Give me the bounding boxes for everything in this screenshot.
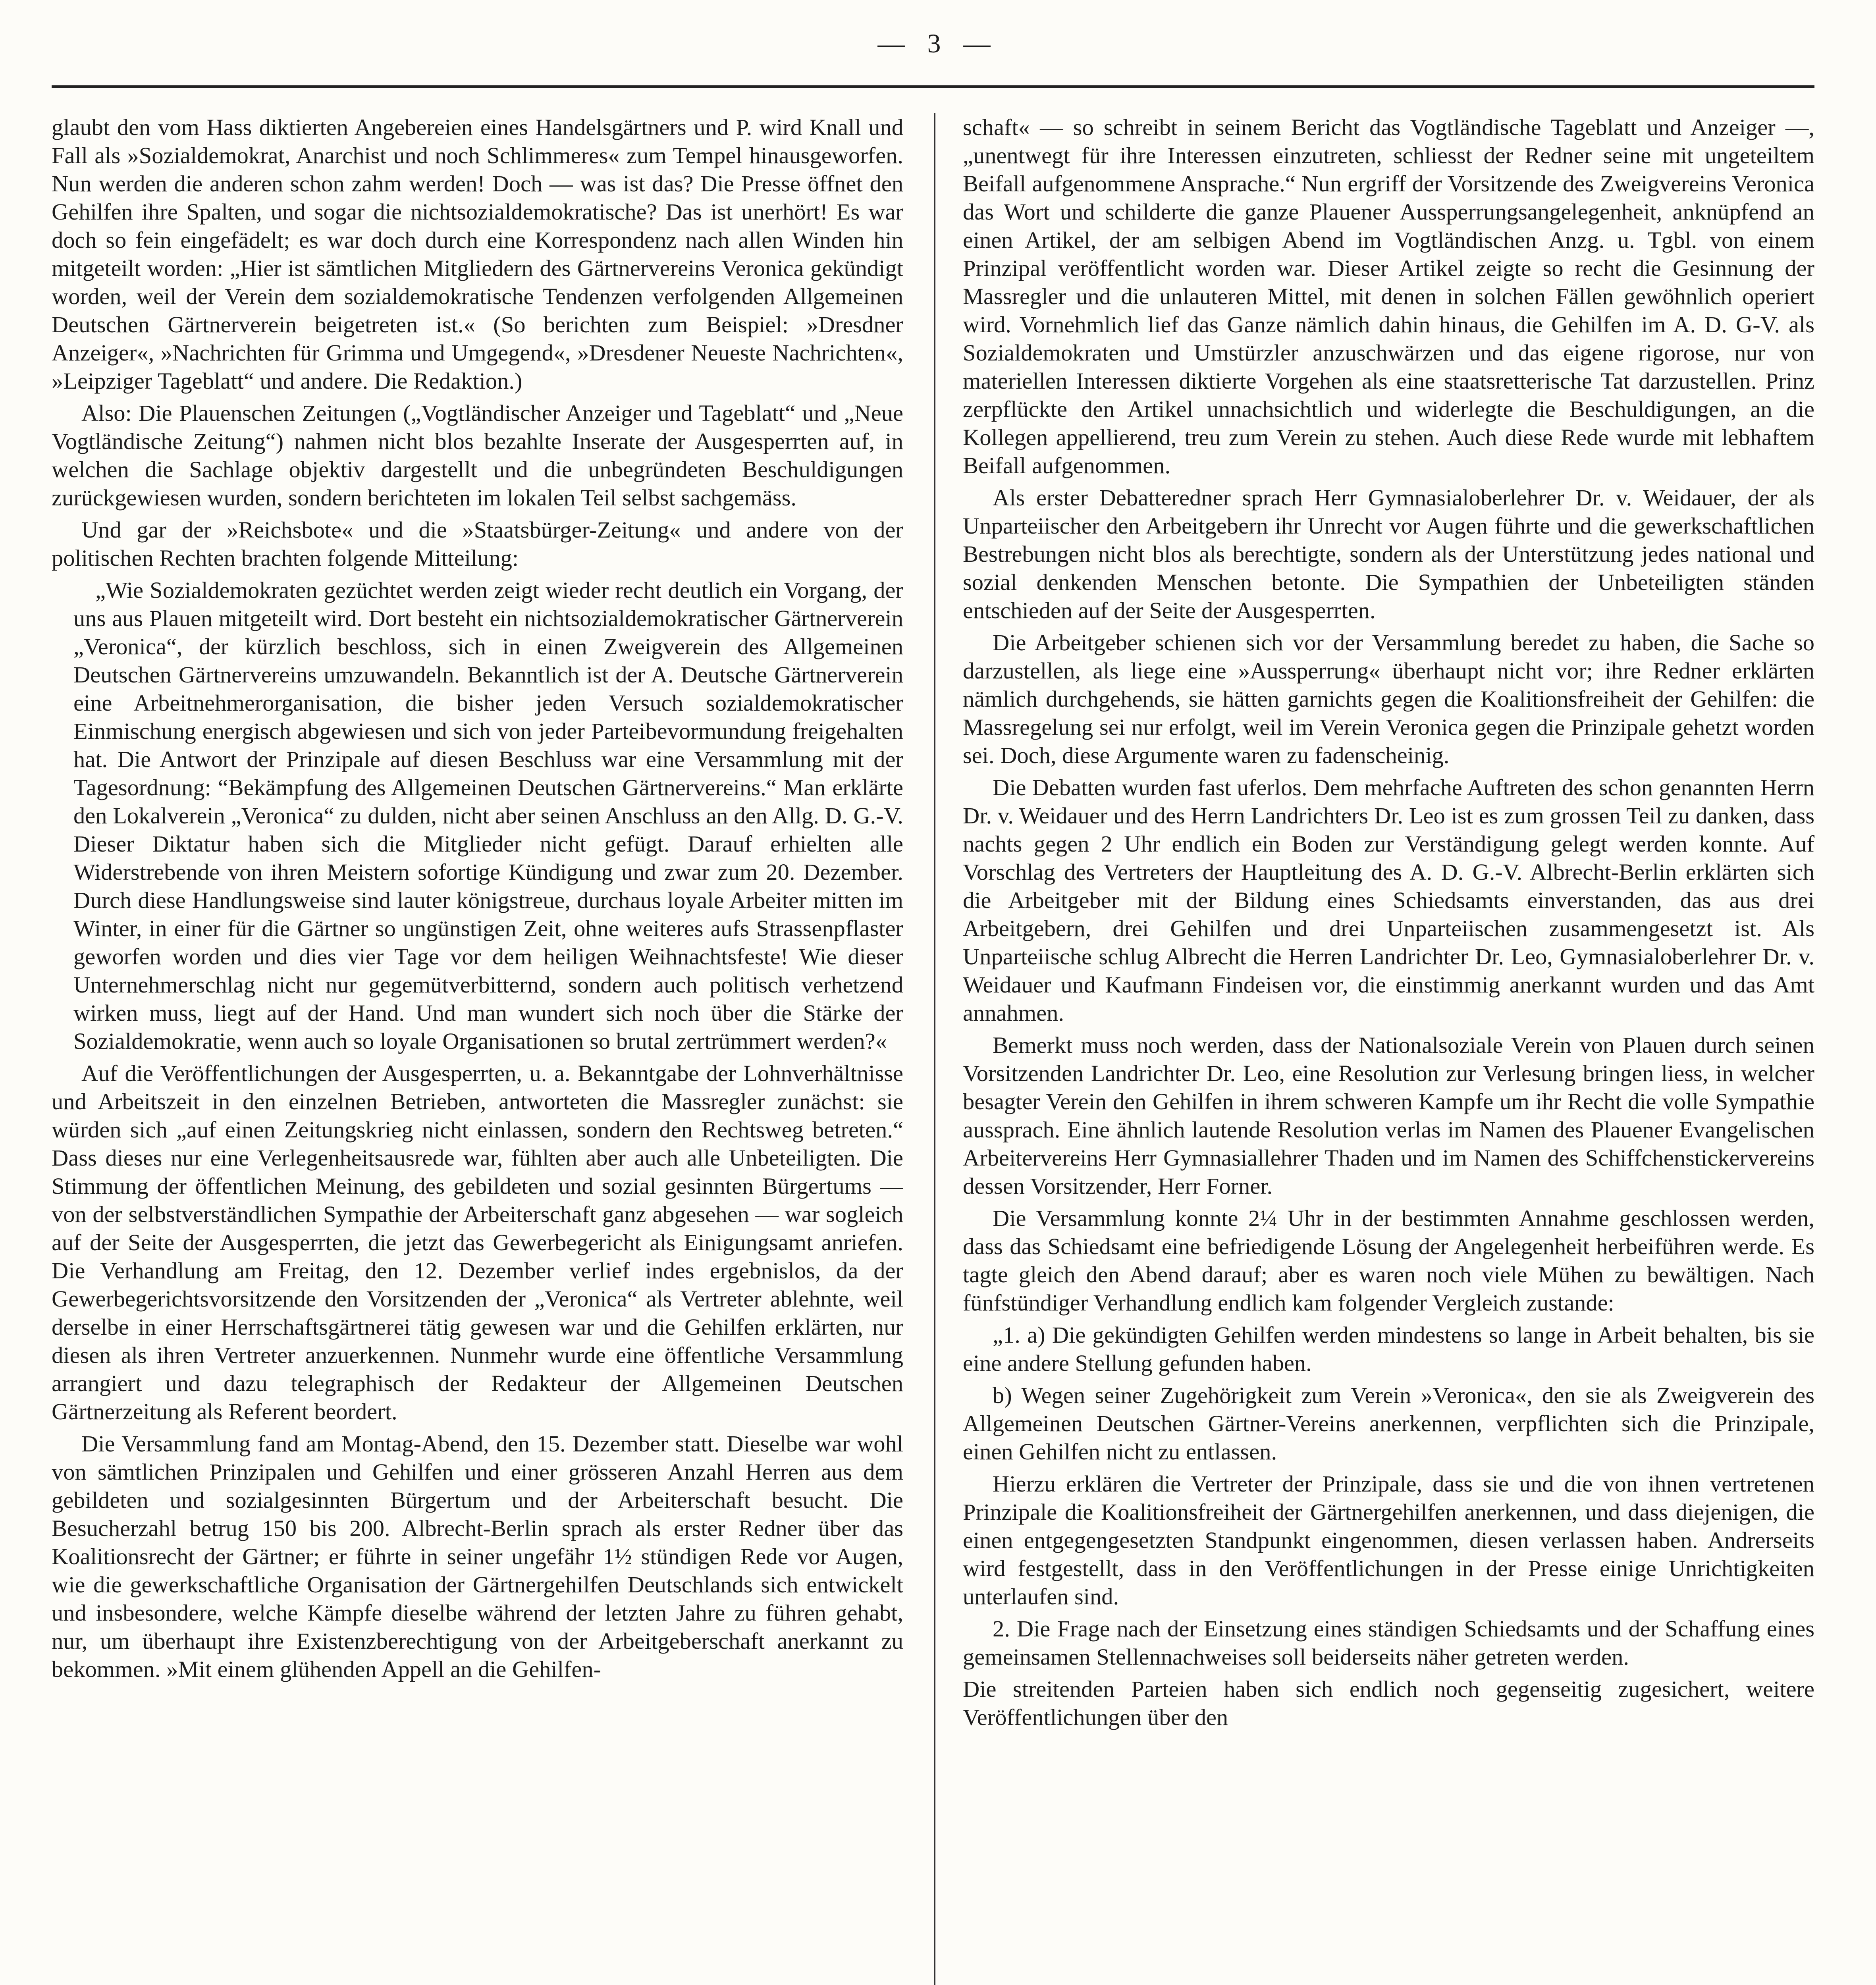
paragraph: Und gar der »Reichsbote« und die »Staatsbürger-Zeitung« und andere von der politischen Rechten brachten folgende Mitteilung:	[52, 517, 903, 571]
agreement-clause: „1. a) Die gekündigten Gehilfen werden mindestens so lange in Arbeit behalten, bis sie eine andere Stellung gefunden haben.	[963, 1322, 1814, 1376]
agreement-clause: 2. Die Frage nach der Einsetzung eines ständigen Schiedsamts und der Schaffung eines gemeinsamen Stellennachweises soll beiderseits näher getreten werden.	[963, 1616, 1814, 1670]
paragraph: Also: Die Plauenschen Zeitungen („Vogtländischer Anzeiger und Tageblatt“ und „Neue Vogtländische Zeitung“) nahmen nicht blos bezahlte Inserate der Ausgesperrten auf, in welchen die Sachlage objektiv dargestellt und die unbegründeten Beschuldigungen zurückgewiesen wurden, sondern berichteten im lokalen Teil selbst sachgemäss.	[52, 400, 903, 511]
paragraph: Die Debatten wurden fast uferlos. Dem mehrfache Auftreten des schon genannten Herrn Dr. v. Weidauer und des Herrn Landrichters Dr. Leo ist es zum grossen Teil zu danken, dass nachts gegen 2 Uhr endlich ein Boden zur Verständigung gelegt werden konnte. Auf Vorschlag des Vertreters der Hauptleitung des A. D. G.-V. Albrecht-Berlin erklärten sich die Arbeitgeber mit der Bildung eines Schiedsamts einverstanden, das aus drei Arbeitgebern, drei Gehilfen und drei Unparteiischen zusammengesetzt ist. Als Unparteiische schlug Albrecht die Herren Landrichter Dr. Leo, Gymnasialoberlehrer Dr. v. Weidauer und Kaufmann Findeisen vor, die einstimmig anerkannt wurden und das Amt annahmen.	[963, 775, 1814, 1026]
paragraph: Bemerkt muss noch werden, dass der Nationalsoziale Verein von Plauen durch seinen Vorsitzenden Landrichter Dr. Leo, eine Resolution zur Verlesung bringen liess, in welcher besagter Verein den Gehilfen in ihrem schweren Kampfe um ihr Recht die volle Sympathie aussprach. Eine ähnlich lautende Resolution verlas im Namen des Plauener Evangelischen Arbeitervereins Herr Gymnasiallehrer Thaden und im Namen des Schiffchenstickervereins dessen Vorsitzender, Herr Forner.	[963, 1032, 1814, 1199]
paragraph: Hierzu erklären die Vertreter der Prinzipale, dass sie und die von ihnen vertretenen Prinzipale die Koalitionsfreiheit der Gärtnergehilfen anerkennen, und dass diejenigen, die einen entgegengesetzten Standpunkt eingenommen, diesen verlassen haben. Andrerseits wird festgestellt, dass in den Veröffentlichungen in der Presse einige Unrichtigkeiten unterlaufen sind.	[963, 1471, 1814, 1609]
paragraph: Die streitenden Parteien haben sich endlich noch gegenseitig zugesichert, weitere Veröffentlichungen über den	[963, 1676, 1814, 1730]
column-divider	[934, 113, 935, 1985]
paragraph: Auf die Veröffentlichungen der Ausgesperrten, u. a. Bekanntgabe der Lohnverhältnisse und Arbeitszeit in den einzelnen Betrieben, antworteten die Massregler zunächst: sie würden sich „auf einen Zeitungskrieg nicht einlassen, sondern den Rechtsweg betreten.“ Dass dieses nur eine Verlegenheitsausrede war, fühlten aber auch alle Unbeteiligten. Die Stimmung der öffentlichen Meinung, des gebildeten und sozial gesinnten Bürgertums — von der selbstverständlichen Sympathie der Arbeiterschaft ganz abgesehen — war sogleich auf der Seite der Ausgesperrten, die jetzt das Gewerbegericht als Einigungsamt anriefen. Die Verhandlung am Freitag, den 12. Dezember verlief indes ergebnislos, da der Gewerbegerichtsvorsitzende den Vorsitzenden der „Veronica“ als Vertreter ablehnte, weil derselbe in einer Herrschaftsgärtnerei tätig gewesen war und die Gehilfen erklärten, nur diesen als ihren Vertreter anzuerkennen. Nunmehr wurde eine öffentliche Versammlung arrangiert und dazu telegraphisch der Redakteur der Allgemeinen Deutschen Gärtnerzeitung als Referent beordert.	[52, 1060, 903, 1424]
quoted-paragraph: „Wie Sozialdemokraten gezüchtet werden zeigt wieder recht deutlich ein Vorgang, der uns aus Plauen mitgeteilt wird. Dort besteht ein nichtsozialdemokratischer Gärtnerverein „Veronica“, der kürzlich beschloss, sich in einen Zweigverein des Allgemeinen Deutschen Gärtnervereins umzuwandeln. Bekanntlich ist der A. Deutsche Gärtnerverein eine Arbeitnehmerorganisation, die bisher jeden Versuch sozialdemokratischer Einmischung energisch abgewiesen und sich von jeder Parteibevormundung freigehalten hat. Die Antwort der Prinzipale auf diesen Beschluss war eine Versammlung mit der Tagesordnung: “Bekämpfung des Allgemeinen Deutschen Gärtnervereins.“ Man erklärte den Lokalverein „Veronica“ zu dulden, nicht aber seinen Anschluss an den Allg. D. G.-V. Dieser Diktatur haben sich die Mitglieder nicht gefügt. Darauf erhielten alle Widerstrebende von ihren Meistern sofortige Kündigung und zwar zum 20. Dezember. Durch diese Handlungsweise sind lauter königstreue, durchaus loyale Arbeiter mitten im Winter, in einer für die Gärtner so ungünstigen Zeit, ohne weiteres aufs Strassenpflaster geworfen worden und dies vier Tage vor dem heiligen Weihnachtsfeste! Wie dieser Unternehmerschlag nicht nur gegemütverbitternd, sondern auch politisch verhetzend wirken muss, liegt auf der Hand. Und man wundert sich noch über die Stärke der Sozialdemokratie, wenn auch so loyale Organisationen so brutal zertrümmert werden?«	[73, 577, 903, 1054]
page-number: — 3 —	[877, 28, 999, 58]
paragraph: Die Versammlung fand am Montag-Abend, den 15. Dezember statt. Dieselbe war wohl von sämtlichen Prinzipalen und Gehilfen und einer grösseren Anzahl Herren aus dem gebildeten und sozialgesinnten Bürgertum und der Arbeiterschaft besucht. Die Besucherzahl betrug 150 bis 200. Albrecht-Berlin sprach als erster Redner über das Koalitionsrecht der Gärtner; er führte in seiner ungefähr 1½ stündigen Rede vor Augen, wie die gewerkschaftliche Organisation der Gärtnergehilfen Deutschlands sich entwickelt und insbesondere, welche Kämpfe dieselbe während der letzten Jahre zu führen gehabt, nur, um überhaupt ihre Existenzberechtigung von der Arbeitgeberschaft anerkannt zu bekommen. »Mit einem glühenden Appell an die Gehilfen-	[52, 1431, 903, 1682]
header-rule	[52, 85, 1814, 88]
agreement-clause: b) Wegen seiner Zugehörigkeit zum Verein »Veronica«, den sie als Zweigverein des Allgemeinen Deutschen Gärtner-Vereins anerkennen, verpflichten sich die Prinzipale, einen Gehilfen nicht zu entlassen.	[963, 1382, 1814, 1465]
paragraph: Die Arbeitgeber schienen sich vor der Versammlung beredet zu haben, die Sache so darzustellen, als liege eine »Aussperrung« überhaupt nicht vor; ihre Redner erklärten nämlich durchgehends, sie hätten garnichts gegen die Koalitionsfreiheit der Gehilfen: die Massregelung sei nur erfolgt, weil im Verein Veronica gegen die Prinzipale gehetzt worden sei. Doch, diese Argumente waren zu fadenscheinig.	[963, 630, 1814, 768]
paragraph: glaubt den vom Hass diktierten Angebereien eines Handelsgärtners und P. wird Knall und Fall als »Sozialdemokrat, Anarchist und noch Schlimmeres« zum Tempel hinausgeworfen. Nun werden die anderen schon zahm werden! Doch — was ist das? Die Presse öffnet den Gehilfen ihre Spalten, und sogar die nichtsozialdemokratische? Das ist unerhört! Es war doch so fein eingefädelt; es war doch durch eine Korrespondenz nach allen Winden hin mitgeteilt worden: „Hier ist sämtlichen Mitgliedern des Gärtnervereins Veronica gekündigt worden, weil der Verein dem sozialdemokratische Tendenzen verfolgenden Allgemeinen Deutschen Gärtnerverein beigetreten ist.« (So berichten zum Beispiel: »Dresdner Anzeiger«, »Nachrichten für Grimma und Umgegend«, »Dresdener Neueste Nachrichten«, »Leipziger Tageblatt“ und andere. Die Redaktion.)	[52, 114, 903, 394]
left-column	[52, 113, 903, 1985]
right-column	[963, 113, 1814, 1985]
paragraph: schaft« — so schreibt in seinem Bericht das Vogtländische Tageblatt und Anzeiger —, „unentwegt für ihre Interessen einzutreten, schliesst der Redner seine mit ungeteiltem Beifall aufgenommene Ansprache.“ Nun ergriff der Vorsitzende des Zweigvereins Veronica das Wort und schilderte die ganze Plauener Aussperrungsangelegenheit, anknüpfend an einen Artikel, der am selbigen Abend im Vogtländischen Anzg. u. Tgbl. von einem Prinzipal veröffentlicht worden war. Dieser Artikel zeigte so recht die Gesinnung der Massregler und die unlauteren Mittel, mit denen in solchen Fällen gewöhnlich operiert wird. Vornehmlich lief das Ganze nämlich dahin hinaus, die Gehilfen im A. D. G-V. als Sozialdemokraten und Umstürzler anzuschwärzen und das eigene rigorose, nur von materiellen Interessen diktierte Vorgehen als eine staatsretterische Tat darzustellen. Prinz zerpflückte den Artikel unnachsichtlich und widerlegte die Beschuldigungen, an die Kollegen appellierend, treu zum Verein zu stehen. Auch diese Rede wurde mit lebhaftem Beifall aufgenommen.	[963, 114, 1814, 478]
paragraph: Die Versammlung konnte 2¼ Uhr in der bestimmten Annahme geschlossen werden, dass das Schiedsamt eine befriedigende Lösung der Angelegenheit herbeiführen werde. Es tagte gleich den Abend darauf; aber es waren noch viele Mühen zu bewältigen. Nach fünfstündiger Verhandlung endlich kam folgender Vergleich zustande:	[963, 1205, 1814, 1316]
paragraph: Als erster Debatteredner sprach Herr Gymnasialoberlehrer Dr. v. Weidauer, der als Unparteiischer den Arbeitgebern ihr Unrecht vor Augen führte und die gewerkschaftlichen Bestrebungen nicht blos als berechtigte, sondern als der Unterstützung jedes national und sozial denkenden Menschen betonte. Die Sympathien der Unbeteiligten ständen entschieden auf der Seite der Ausgesperrten.	[963, 485, 1814, 623]
